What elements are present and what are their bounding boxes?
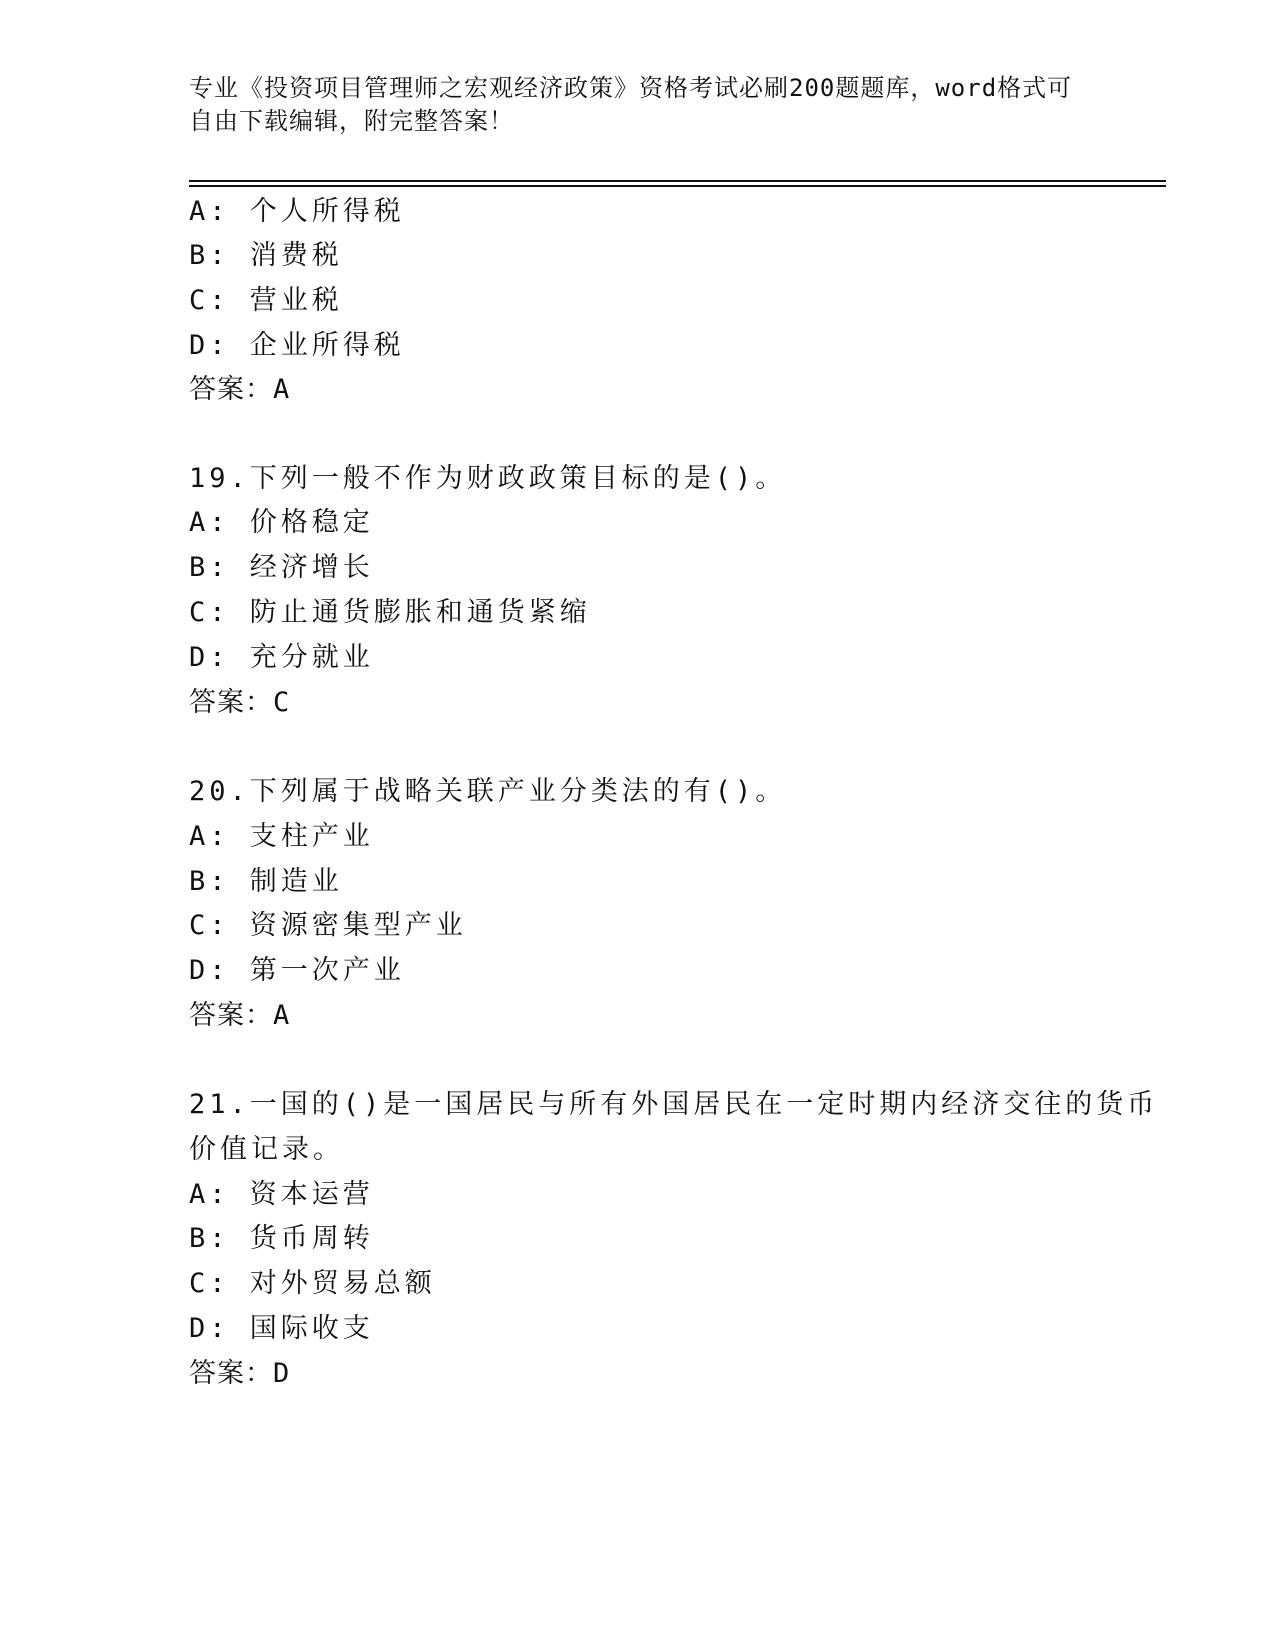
q20-stem: 20.下列属于战略关联产业分类法的有()。: [189, 776, 787, 807]
q20-option-a: A: 支柱产业: [189, 821, 374, 852]
header-rule-bottom: [189, 185, 1166, 187]
q21-stem-line-1: 21.一国的()是一国居民与所有外国居民在一定时期内经济交往的货币: [189, 1089, 1159, 1120]
q19-option-b: B: 经济增长: [189, 552, 374, 583]
q18-answer: 答案：A: [189, 374, 291, 405]
header-rule-top: [189, 180, 1166, 182]
q18-option-a: A: 个人所得税: [189, 196, 405, 227]
q20-option-d: D: 第一次产业: [189, 955, 405, 986]
q19-option-a: A: 价格稳定: [189, 507, 374, 538]
q20-answer: 答案：A: [189, 1000, 291, 1031]
q19-option-d: D: 充分就业: [189, 642, 374, 673]
q18-option-c: C: 营业税: [189, 285, 343, 316]
q21-answer: 答案：D: [189, 1358, 291, 1389]
q19-stem: 19.下列一般不作为财政政策目标的是()。: [189, 463, 787, 494]
q20-option-b: B: 制造业: [189, 866, 343, 897]
q21-option-a: A: 资本运营: [189, 1179, 374, 1210]
q20-option-c: C: 资源密集型产业: [189, 910, 467, 941]
q19-option-c: C: 防止通货膨胀和通货紧缩: [189, 597, 591, 628]
q18-option-b: B: 消费税: [189, 240, 343, 271]
q18-option-d: D: 企业所得税: [189, 330, 405, 361]
document-header: 专业《投资项目管理师之宏观经济政策》资格考试必刷200题题库，word格式可 自由下载编辑，附完整答案！: [189, 74, 1073, 135]
q21-stem-line-2: 价值记录。: [189, 1134, 344, 1165]
q21-option-d: D: 国际收支: [189, 1313, 374, 1344]
q19-answer: 答案：C: [189, 687, 291, 718]
q21-option-c: C: 对外贸易总额: [189, 1268, 436, 1299]
q21-option-b: B: 货币周转: [189, 1223, 374, 1254]
